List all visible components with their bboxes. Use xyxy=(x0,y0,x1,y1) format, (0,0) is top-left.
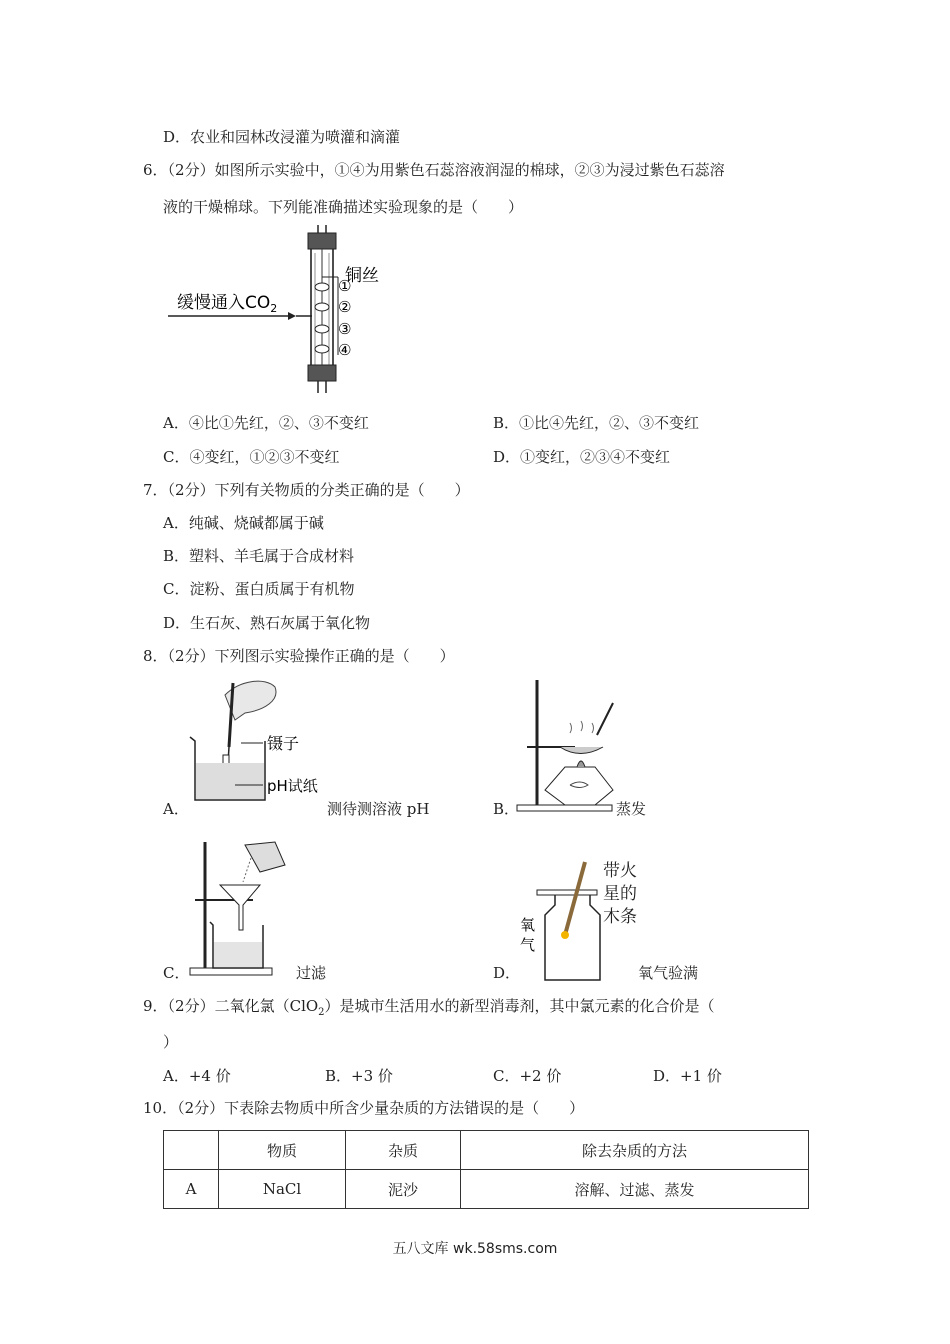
q8-figure-c-filtration xyxy=(185,830,315,980)
q6-cotton-ball-1 xyxy=(315,283,329,291)
q8-stem: 8．（2分）下列图示实验操作正确的是（ ） xyxy=(143,647,455,665)
q8-alcohol-lamp xyxy=(545,767,613,805)
q6-stem-line1: 6．（2分）如图所示实验中，①④为用紫色石蕊溶液润湿的棉球，②③为浸过紫色石蕊溶 xyxy=(143,161,725,179)
q8-pouring-beaker xyxy=(245,842,285,872)
q6-option-c: C．④变红，①②③不变红 xyxy=(163,448,340,466)
q8-glowing-tip xyxy=(561,931,569,939)
q9-stem-line1: 9．（2分）二氧化氯（ClO$_2$）是城市生活用水的新型消毒剂，其中氯元素的化合价是（ xyxy=(143,997,715,1018)
q9-option-d: D．+1 价 xyxy=(653,1067,722,1085)
q8-glass-rod xyxy=(597,703,613,735)
table-header-cell: 物质 xyxy=(219,1131,346,1170)
q6-mark-1: ① xyxy=(338,277,352,295)
table-header-cell: 除去杂质的方法 xyxy=(461,1131,809,1170)
q8-option-d-caption: 氧气验满 xyxy=(638,964,699,982)
table-header-row xyxy=(164,1131,809,1170)
q7-option-a: A．纯碱、烧碱都属于碱 xyxy=(163,514,324,532)
table-cell: 溶解、过滤、蒸发 xyxy=(461,1170,809,1209)
q9-option-a: A．+4 价 xyxy=(163,1067,231,1085)
q6-wire-label: 铜丝 xyxy=(345,266,379,286)
q9-option-b: B．+3 价 xyxy=(325,1067,393,1085)
table-header-cell xyxy=(164,1131,219,1170)
q8-stick-label-3: 木条 xyxy=(603,907,637,927)
table-cell: 泥沙 xyxy=(346,1170,461,1209)
q7-option-b: B．塑料、羊毛属于合成材料 xyxy=(163,547,355,565)
q6-option-d: D．①变红，②③④不变红 xyxy=(493,448,671,466)
q8-option-a-letter: A． xyxy=(163,800,189,818)
q8-option-c-caption: 过滤 xyxy=(296,964,327,982)
q6-bottom-stopper xyxy=(308,365,336,381)
table-cell: NaCl xyxy=(219,1170,346,1209)
q10-table xyxy=(163,1130,809,1209)
q8-funnel xyxy=(220,885,260,930)
q7-option-d: D．生石灰、熟石灰属于氧化物 xyxy=(163,614,371,632)
q6-mark-2: ② xyxy=(338,298,352,316)
q8-figure-a-ph-test xyxy=(185,675,330,805)
q8-evaporating-dish xyxy=(560,747,603,754)
q8-glass-cover xyxy=(537,890,597,895)
q6-stem-line2: 液的干燥棉球。下列能准确描述实验现象的是（ ） xyxy=(163,198,524,216)
q9-stem-line2: ） xyxy=(163,1033,179,1051)
table-header-cell: 杂质 xyxy=(346,1131,461,1170)
q6-option-a: A．④比①先红，②、③不变红 xyxy=(163,414,369,432)
q8-gas-label-2: 气 xyxy=(520,936,536,954)
q7-option-c: C．淀粉、蛋白质属于有机物 xyxy=(163,580,355,598)
table-cell: A xyxy=(164,1170,219,1209)
q6-cotton-ball-3 xyxy=(315,325,329,333)
q8-ph-paper-label: pH试纸 xyxy=(267,777,318,795)
q6-mark-4: ④ xyxy=(338,341,352,359)
q6-mark-3: ③ xyxy=(338,320,352,338)
q8-stand-base-c xyxy=(190,968,272,975)
q8-stand-base-b xyxy=(517,805,612,811)
q8-figure-b-evaporation xyxy=(515,675,640,815)
q6-top-stopper xyxy=(308,233,336,249)
q8-tweezers-label: 镊子 xyxy=(267,734,300,753)
q5-option-d: D．农业和园林改浸灌为喷灌和滴灌 xyxy=(163,128,401,146)
q6-co2-tube-figure xyxy=(160,225,410,395)
q8-option-b-caption: 蒸发 xyxy=(616,800,647,818)
q6-option-b: B．①比④先红，②、③不变红 xyxy=(493,414,700,432)
q9-option-c: C．+2 价 xyxy=(493,1067,562,1085)
q8-option-d-letter: D． xyxy=(493,964,521,982)
q6-cotton-ball-4 xyxy=(315,345,329,353)
q10-stem: 10．（2分）下表除去物质中所含少量杂质的方法错误的是（ ） xyxy=(143,1099,585,1117)
page-footer: 五八文库 wk.58sms.com xyxy=(392,1241,558,1257)
q8-option-c-letter: C． xyxy=(163,964,190,982)
q8-stick-label-2: 星的 xyxy=(603,884,637,904)
q8-gas-label-1: 氧 xyxy=(520,916,536,934)
q8-stick-label-1: 带火 xyxy=(603,861,637,881)
q8-wooden-stick xyxy=(565,862,585,935)
q6-arrow-head xyxy=(288,312,296,320)
q6-cotton-ball-2 xyxy=(315,303,329,311)
table-row xyxy=(164,1170,809,1209)
q8-option-b-letter: B． xyxy=(493,800,520,818)
q8-option-a-caption: 测待测溶液 pH xyxy=(327,800,430,818)
q6-gas-label: 缓慢通入$CO_2$ xyxy=(177,293,278,315)
q7-stem: 7．（2分）下列有关物质的分类正确的是（ ） xyxy=(143,481,470,499)
